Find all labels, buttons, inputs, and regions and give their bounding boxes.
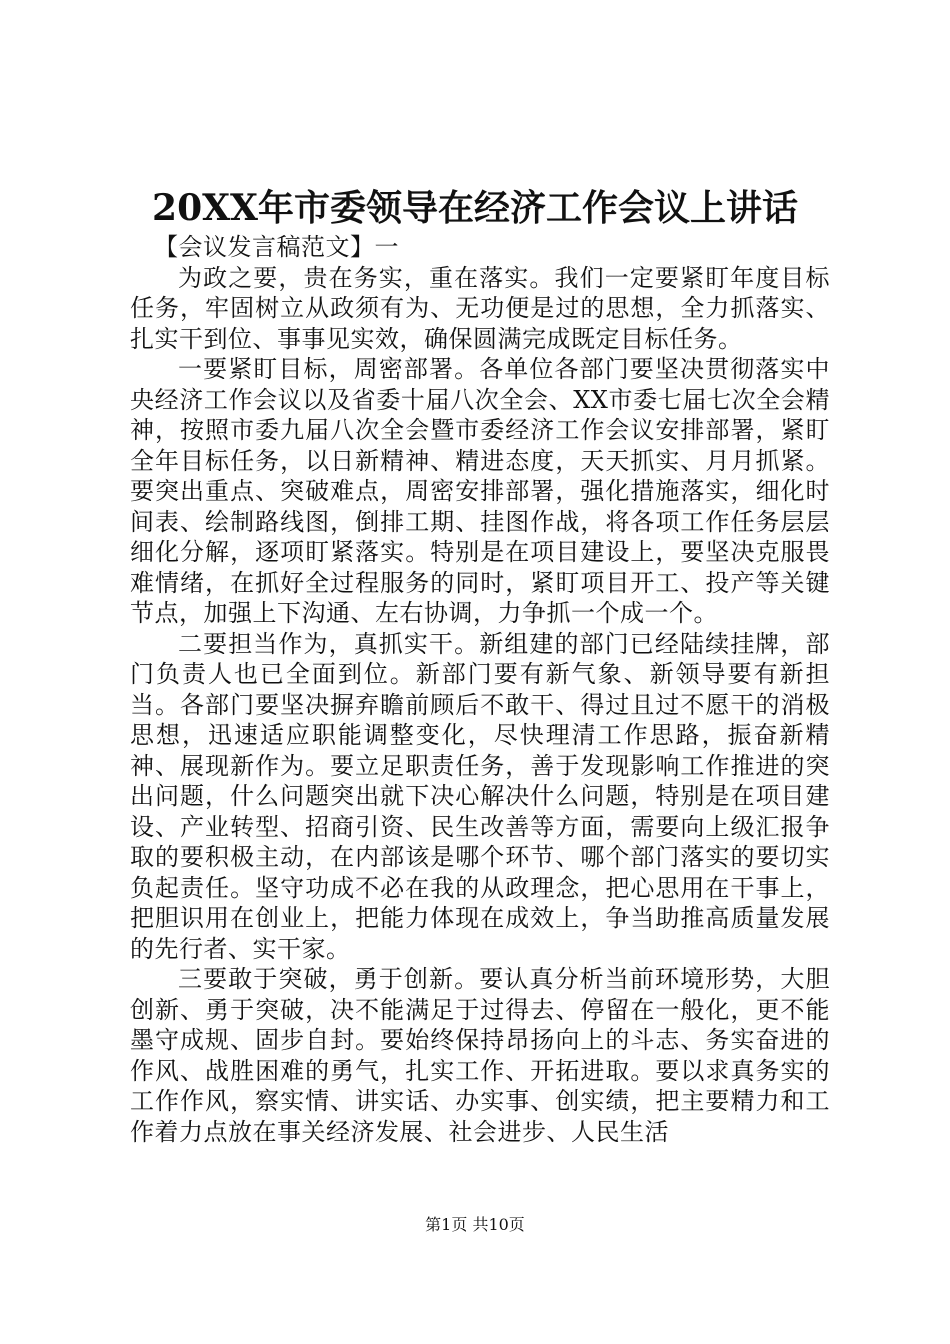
paragraph-tag: 【会议发言稿范文】一 — [154, 233, 399, 261]
document-body — [130, 232, 830, 1147]
paragraph: 二要担当作为，真抓实干。新组建的部门已经陆续挂牌，部门负责人也已全面到位。新部门要有新气象、新领导要有新担当。各部门要坚决摒弃瞻前顾后不敢干、得过且过不愿干的消极思想，迅速适应职能调整变化，尽快理清工作思路，振奋新精神、展现新作为。要立足职责任务，善于发现影响工作推进的突出问题，什么问题突出就下决心解决什么问题，特别是在项目建设、产业转型、招商引资、民生改善等方面，需要向上级汇报争取的要积极主动，在内部该是哪个环节、哪个部门落实的要切实负起责任。坚守功成不必在我的从政理念，把心思用在干事上，把胆识用在创业上，把能力体现在成效上，争当助推高质量发展的先行者、实干家。 — [130, 629, 830, 963]
page-footer: 第1页 共10页 — [425, 1215, 525, 1234]
paragraph: 为政之要，贵在务实，重在落实。我们一定要紧盯年度目标任务，牢固树立从政须有为、无功便是过的思想，全力抓落实、扎实干到位、事事见实效，确保圆满完成既定目标任务。 — [130, 263, 830, 353]
document-title: 20XX年市委领导在经济工作会议上讲话 — [152, 187, 798, 229]
paragraph: 一要紧盯目标，周密部署。各单位各部门要坚决贯彻落实中央经济工作会议以及省委十届八次全会、XX市委七届七次全会精神，按照市委九届八次全会暨市委经济工作会议安排部署，紧盯全年目标任务，以日新精神、精进态度，天天抓实、月月抓紧。要突出重点、突破难点，周密安排部署，强化措施落实，细化时间表、绘制路线图，倒排工期、挂图作战，将各项工作任务层层细化分解，逐项盯紧落实。特别是在项目建设上，要坚决克服畏难情绪，在抓好全过程服务的同时，紧盯项目开工、投产等关键节点，加强上下沟通、左右协调，力争抓一个成一个。 — [130, 355, 830, 627]
paragraph: 三要敢于突破，勇于创新。要认真分析当前环境形势，大胆创新、勇于突破，决不能满足于过得去、停留在一般化，更不能墨守成规、固步自封。要始终保持昂扬向上的斗志、务实奋进的作风、战胜困难的勇气，扎实工作、开拓进取。要以求真务实的工作作风，察实情、讲实话、办实事、创实绩，把主要精力和工作着力点放在事关经济发展、社会进步、人民生活 — [130, 965, 830, 1146]
